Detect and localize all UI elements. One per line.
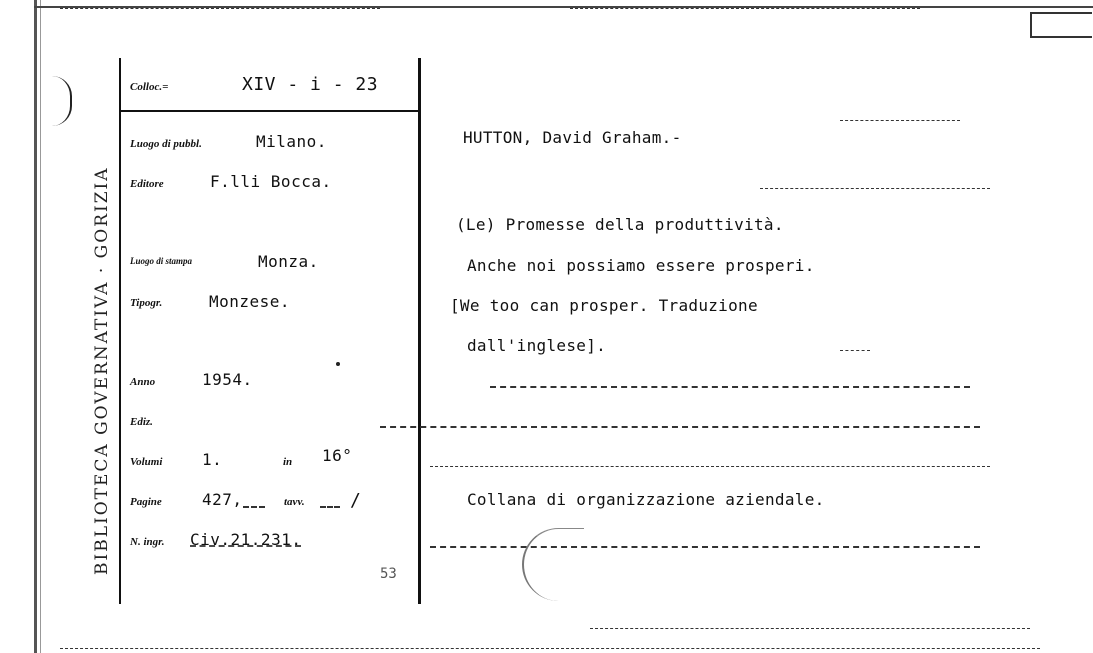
guide-line [60,8,380,9]
tavole-value: / [350,490,362,511]
series-statement: Collana di organizzazione aziendale. [467,490,825,509]
collocazione-label: Colloc.= [130,81,169,93]
ink-dot [336,362,340,366]
tipografia-label: Tipogr. [130,297,163,309]
anno-label: Anno [130,376,156,388]
corner-tab [1030,12,1092,38]
guide-line [490,386,970,388]
luogo-stampa-value: Monza. [258,252,319,271]
formato-value: 16° [322,446,353,465]
field-header-divider [119,110,419,112]
title-line-1: (Le) Promesse della produttività. [456,215,784,234]
guide-line [430,546,980,548]
tavole-dash [320,506,340,508]
luogo-pubbl-label: Luogo di pubbl. [130,138,202,150]
author-heading: HUTTON, David Graham.- [463,128,682,147]
editore-label: Editore [130,178,164,190]
title-line-2: Anche noi possiamo essere prosperi. [467,256,815,275]
numero-ingresso-label: N. ingr. [130,536,165,548]
guide-line [760,188,990,189]
guide-line [380,426,980,428]
bracket-mark [52,76,72,126]
title-line-3: [We too can prosper. Traduzione [450,296,758,315]
editore-value: F.lli Bocca. [210,172,332,191]
stray-mark: 53 [380,566,397,582]
formato-label: in [283,456,293,468]
title-line-4: dall'inglese]. [467,336,607,355]
pagine-label: Pagine [130,496,162,508]
stamp-mark [522,528,584,601]
guide-line [840,350,870,351]
tipografia-value: Monzese. [209,292,291,311]
left-binding-edge-inner [40,0,41,653]
guide-line [430,466,990,467]
left-binding-edge [34,0,37,653]
numero-ingresso-value: Civ.21.231. [190,530,302,549]
collocazione-value: XIV - i - 23 [242,74,379,95]
field-column-right-border [418,58,421,604]
anno-value: 1954. [202,370,253,389]
guide-line [60,648,1040,649]
luogo-stampa-label: Luogo di stampa [130,256,193,266]
tavole-label: tavv. [284,496,305,508]
guide-line [840,120,960,121]
library-spine-label: BIBLIOTECA GOVERNATIVA · GORIZIA [92,166,112,575]
volumi-label: Volumi [130,456,163,468]
luogo-pubbl-value: Milano. [256,132,327,151]
edizione-label: Ediz. [130,416,153,428]
pagine-value: 427, [202,490,243,509]
volumi-value: 1. [202,450,223,469]
guide-line [570,8,920,9]
field-column-left-border [119,58,121,604]
guide-line [590,628,1030,629]
pagine-dash [243,506,265,508]
